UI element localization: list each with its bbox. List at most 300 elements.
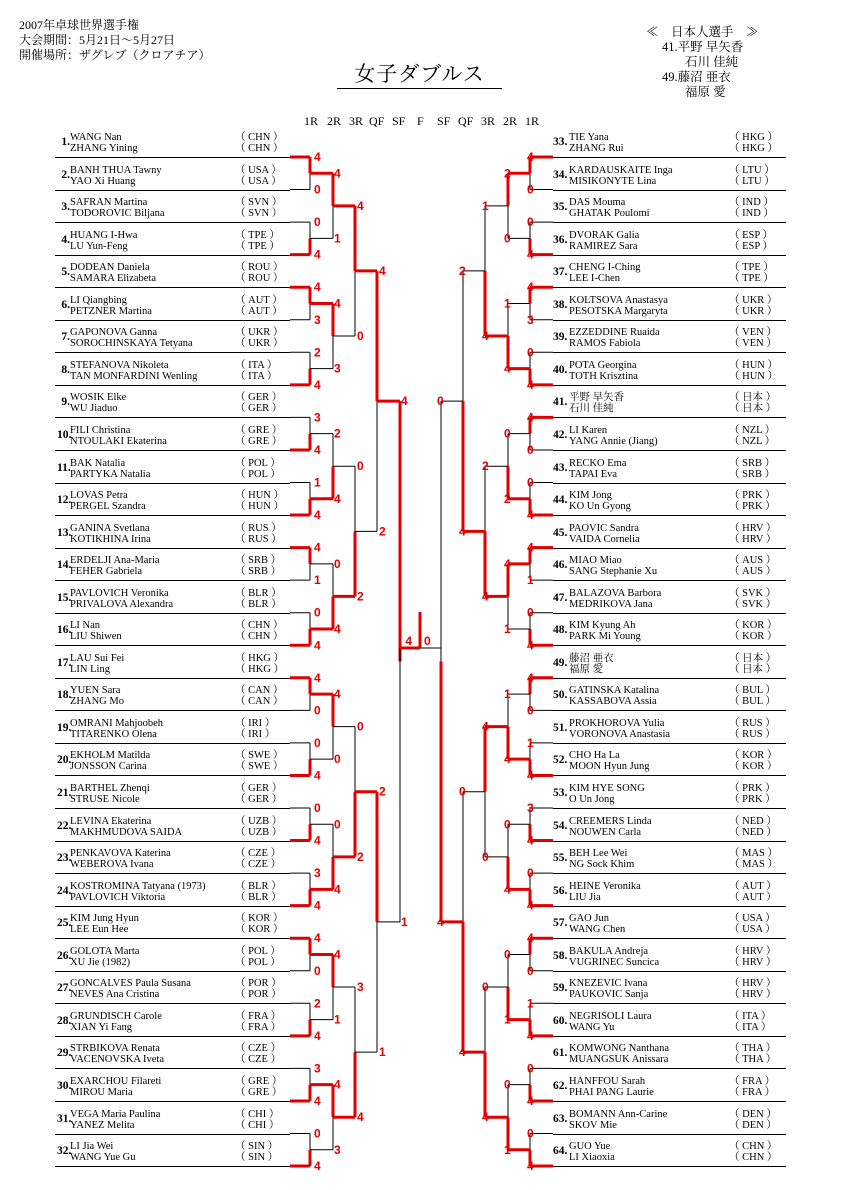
match-score: 1: [401, 914, 408, 929]
player-country: （ IRI ）: [235, 717, 276, 729]
partner-country: （ HUN ）: [235, 501, 284, 513]
partner-name: FEHER Gabriela: [70, 566, 143, 578]
match-score: 2: [357, 849, 364, 864]
seed-number: 61.: [553, 1047, 568, 1060]
player-name: GRUNDISCH Carole: [70, 1010, 162, 1022]
partner-country: （ 日本 ）: [729, 403, 777, 415]
partner-country: （ SRB ）: [235, 566, 282, 578]
match-score: 4: [314, 1093, 321, 1108]
match-score: 0: [527, 215, 534, 230]
player-name: 藤沼 亜衣: [569, 652, 614, 664]
player-name: NEGRISOLI Laura: [569, 1010, 652, 1022]
seed-number: 34.: [553, 168, 568, 181]
player-country: （ CZE ）: [235, 1043, 282, 1055]
match-score: 4: [314, 150, 321, 164]
partner-country: （ AUT ）: [235, 305, 283, 317]
player-country: （ FRA ）: [729, 1075, 776, 1087]
match-score: 4: [334, 947, 341, 962]
player-country: （ HRV ）: [729, 945, 777, 957]
seed-number: 64.: [553, 1145, 568, 1158]
match-score: 0: [357, 719, 364, 734]
match-score: 2: [482, 459, 489, 474]
player-country: （ CHN ）: [235, 132, 284, 143]
seed-number: 26.: [57, 949, 72, 962]
player-name: BOMANN Ann-Carine: [569, 1108, 668, 1120]
player-country: （ CHN ）: [235, 620, 284, 632]
player-country: （ SVN ）: [235, 197, 283, 209]
partner-name: SOROCHINSKAYA Tetyana: [70, 338, 193, 350]
match-score: 0: [357, 459, 364, 474]
partner-name: KO Un Gyong: [569, 501, 631, 513]
seed-number: 3.: [61, 201, 70, 214]
match-score: 1: [314, 475, 321, 490]
seed-number: 16.: [57, 624, 72, 637]
seed-number: 32.: [57, 1145, 72, 1158]
player-country: （ CAN ）: [235, 685, 284, 697]
partner-country: （ KOR ）: [729, 761, 778, 773]
player-country: （ THA ）: [729, 1043, 777, 1055]
match-score: 4: [334, 1077, 341, 1092]
round-label-right-1: QF: [458, 114, 474, 128]
partner-name: LIU Shiwen: [70, 631, 122, 643]
match-score: 4: [527, 508, 534, 523]
player-name: EZZEDDINE Ruaida: [569, 327, 660, 339]
match-score: 0: [504, 1077, 511, 1092]
match-score: 0: [357, 329, 364, 344]
partner-name: ZHANG Yining: [70, 143, 138, 154]
player-name: YUEN Sara: [70, 685, 121, 697]
match-score: 4: [334, 491, 341, 506]
partner-name: LU Yun-Feng: [70, 240, 128, 252]
match-score: 4: [527, 1159, 534, 1174]
match-score: 0: [527, 703, 534, 718]
partner-name: MAKHMUDOVA SAIDA: [70, 826, 183, 838]
tournament-dates: 大会期間：5月21日～5月27日: [19, 33, 176, 47]
japanese-players-title: ≪ 日本人選手 ≫: [646, 25, 759, 39]
seed-number: 63.: [553, 1112, 568, 1125]
player-country: （ HRV ）: [729, 978, 777, 990]
player-name: BALAZOVA Barbora: [569, 587, 662, 599]
round-label-right-3: 2R: [503, 114, 518, 128]
match-score: 1: [504, 296, 511, 311]
partner-country: （ HRV ）: [729, 956, 777, 968]
partner-country: （ BUL ）: [729, 696, 776, 708]
player-country: （ ITA ）: [235, 359, 278, 371]
tournament-title: 2007年卓球世界選手権: [19, 18, 140, 32]
match-score: 4: [314, 931, 321, 946]
partner-country: （ VEN ）: [729, 338, 777, 350]
player-name: BARTHEL Zhenqi: [70, 783, 150, 794]
match-score: 4: [527, 247, 534, 262]
player-name: TIE Yana: [569, 132, 609, 143]
match-score: 4: [527, 638, 534, 653]
player-name: PAOVIC Sandra: [569, 522, 639, 534]
match-score: 4: [527, 931, 534, 946]
partner-country: （ CAN ）: [235, 696, 284, 708]
player-country: （ ROU ）: [235, 262, 284, 274]
player-name: KARDAUSKAITE Inga: [569, 164, 673, 176]
match-score: 4: [314, 442, 321, 457]
partner-country: （ GER ）: [235, 794, 283, 805]
partner-country: （ MAS ）: [729, 859, 779, 871]
player-country: （ POR ）: [235, 978, 282, 990]
tournament-venue: 開催場所：ザグレブ（クロアチア）: [19, 48, 211, 62]
player-name: LI Jia Wei: [70, 1141, 114, 1153]
partner-name: VUGRINEC Suncica: [569, 956, 660, 968]
player-name: OMRANI Mahjoobeh: [70, 717, 164, 729]
match-score: 3: [357, 980, 364, 995]
player-name: RECKO Ema: [569, 457, 627, 469]
player-name: POTA Georgina: [569, 359, 637, 371]
partner-name: PARTYKA Natalia: [70, 468, 151, 480]
player-country: （ TPE ）: [235, 229, 280, 241]
partner-country: （ ITA ）: [235, 370, 278, 382]
match-score: 4: [527, 377, 534, 392]
match-score: 0: [527, 963, 534, 978]
player-name: KIM Kyung Ah: [569, 620, 636, 632]
player-name: MIAO Miao: [569, 555, 622, 567]
match-score: 1: [527, 996, 534, 1011]
player-country: （ AUS ）: [729, 555, 777, 567]
player-country: （ PRK ）: [729, 490, 776, 502]
partner-country: （ USA ）: [235, 175, 282, 187]
partner-name: PRIVALOVA Alexandra: [70, 598, 174, 610]
match-score: 4: [504, 556, 511, 571]
partner-name: NOUWEN Carla: [569, 826, 642, 838]
partner-country: （ IRI ）: [235, 728, 276, 740]
match-score: 4: [334, 882, 341, 897]
partner-country: （ IND ）: [729, 208, 774, 220]
match-score: 4: [357, 198, 364, 213]
partner-country: （ ROU ）: [235, 273, 284, 285]
match-score: 1: [527, 573, 534, 588]
match-score: 4: [482, 329, 489, 344]
player-name: KIM Jong: [569, 490, 612, 502]
partner-name: ZHANG Rui: [569, 143, 624, 154]
partner-country: （ UKR ）: [729, 305, 778, 317]
match-score: 0: [527, 866, 534, 881]
partner-name: MIROU Maria: [70, 1086, 133, 1098]
match-score: 2: [504, 491, 511, 506]
partner-country: （ CHI ）: [235, 1119, 280, 1131]
player-country: （ 日本 ）: [729, 652, 777, 664]
round-label-left-4: SF: [392, 114, 406, 128]
partner-name: GHATAK Poulomi: [569, 208, 650, 220]
player-country: （ RUS ）: [235, 522, 282, 534]
player-country: （ ESP ）: [729, 229, 773, 241]
partner-country: （ HRV ）: [729, 989, 777, 1001]
seed-number: 48.: [553, 624, 568, 637]
seed-number: 24.: [57, 884, 72, 897]
partner-country: （ HKG ）: [235, 663, 284, 675]
seed-number: 55.: [553, 852, 568, 865]
partner-name: PAVLOVICH Viktoria: [70, 891, 166, 903]
partner-name: XU Jie (1982): [70, 956, 131, 968]
player-country: （ KOR ）: [729, 750, 778, 762]
match-score: 0: [504, 231, 511, 246]
match-score: 2: [459, 263, 466, 278]
player-name: HUANG I-Hwa: [70, 229, 138, 241]
partner-country: （ BLR ）: [235, 891, 282, 903]
seed-number: 22.: [57, 819, 72, 832]
match-score: 4: [437, 914, 444, 929]
match-score: 0: [504, 947, 511, 962]
partner-name: TOTH Krisztina: [569, 370, 638, 382]
match-score: 4: [482, 1110, 489, 1125]
seed-number: 43.: [553, 461, 568, 474]
seed-number: 33.: [553, 136, 568, 148]
seed-number: 29.: [57, 1047, 72, 1060]
player-name: EXARCHOU Filareti: [70, 1075, 162, 1087]
match-score: 1: [334, 1012, 341, 1027]
player-name: LI Qiangbing: [70, 294, 127, 306]
seed-number: 42.: [553, 428, 568, 441]
partner-name: YANG Annie (Jiang): [569, 435, 658, 447]
player-name: BAKULA Andreja: [569, 945, 649, 957]
partner-name: STRUSE Nicole: [70, 794, 140, 805]
player-country: （ AUT ）: [729, 880, 777, 892]
player-country: （ NED ）: [729, 815, 777, 827]
player-name: STRBIKOVA Renata: [70, 1043, 160, 1055]
seed-number: 6.: [61, 298, 70, 311]
match-score: 4: [314, 377, 321, 392]
player-name: DVORAK Galia: [569, 229, 640, 241]
seed-number: 9.: [61, 396, 70, 409]
partner-name: MISIKONYTE Lina: [569, 175, 657, 187]
partner-name: WEBEROVA Ivana: [70, 859, 154, 871]
match-score: 4: [527, 1093, 534, 1108]
match-score: 0: [527, 1061, 534, 1076]
match-score: 4: [504, 361, 511, 376]
match-score: 4: [314, 898, 321, 913]
player-name: ERDELJI Ana-Maria: [70, 555, 160, 567]
match-score: 0: [314, 215, 321, 230]
match-score: 1: [504, 1012, 511, 1027]
match-score: 4: [527, 150, 534, 164]
match-score: 4: [314, 508, 321, 523]
seed-number: 10.: [57, 428, 72, 441]
player-country: （ LTU ）: [729, 164, 775, 176]
seed-number: 7.: [61, 331, 70, 344]
player-country: （ GRE ）: [235, 424, 283, 436]
seed-number: 46.: [553, 559, 568, 572]
match-score: 0: [482, 980, 489, 995]
partner-country: （ SIN ）: [235, 1152, 279, 1164]
player-name: GAO Jun: [569, 913, 609, 925]
partner-country: （ ESP ）: [729, 240, 773, 252]
seed-number: 19.: [57, 721, 72, 734]
player-name: EKHOLM Matilda: [70, 750, 151, 762]
player-name: DODEAN Daniela: [70, 262, 150, 274]
seed-number: 8.: [61, 363, 70, 376]
match-score: 3: [314, 312, 321, 327]
match-score: 4: [482, 719, 489, 734]
match-score: 2: [314, 996, 321, 1011]
player-country: （ CZE ）: [235, 848, 282, 860]
partner-name: WANG Yue Gu: [70, 1152, 136, 1164]
player-name: SAFRAN Martina: [70, 197, 148, 209]
match-score: 0: [334, 817, 341, 832]
player-name: FILI Christina: [70, 424, 131, 436]
round-label-right-2: 3R: [481, 114, 496, 128]
round-label-right-0: SF: [437, 114, 451, 128]
match-score: 4: [314, 768, 321, 783]
match-score: 1: [482, 198, 489, 213]
event-title: 女子ダブルス: [337, 58, 502, 89]
partner-name: VAIDA Cornelia: [569, 533, 640, 545]
seed-number: 51.: [553, 721, 568, 734]
player-country: （ BLR ）: [235, 880, 282, 892]
player-country: （ BLR ）: [235, 587, 282, 599]
partner-country: （ HRV ）: [729, 533, 777, 545]
player-name: KOMWONG Nanthana: [569, 1043, 670, 1055]
match-score: 0: [527, 475, 534, 490]
match-score: 0: [527, 182, 534, 197]
match-score: 0: [314, 605, 321, 620]
player-country: （ NZL ）: [729, 424, 776, 436]
match-score: 4: [459, 1045, 466, 1060]
match-score: 0: [527, 605, 534, 620]
player-name: CHENG I-Ching: [569, 262, 641, 274]
partner-country: （ DEN ）: [729, 1119, 777, 1131]
partner-name: SKOV Mie: [569, 1119, 617, 1131]
match-score: 0: [527, 442, 534, 457]
match-score: 0: [527, 345, 534, 360]
seed-number: 31.: [57, 1112, 72, 1125]
partner-country: （ AUT ）: [729, 891, 777, 903]
player-country: （ GRE ）: [235, 1075, 283, 1087]
player-name: KOSTROMINA Tatyana (1973): [70, 880, 206, 892]
partner-name: KASSABOVA Assia: [569, 696, 657, 708]
seed-number: 25.: [57, 917, 72, 930]
player-name: LOVAS Petra: [70, 490, 128, 502]
player-country: （ PRK ）: [729, 783, 776, 794]
player-country: （ FRA ）: [235, 1010, 282, 1022]
seed-number: 14.: [57, 559, 72, 572]
player-country: （ BUL ）: [729, 685, 776, 697]
partner-name: PAUKOVIC Sanja: [569, 989, 649, 1001]
match-score: 2: [314, 345, 321, 360]
partner-country: （ CHN ）: [235, 143, 284, 154]
partner-name: PESOTSKA Margaryta: [569, 305, 668, 317]
round-label-left-1: 2R: [327, 114, 342, 128]
seed-number: 57.: [553, 917, 568, 930]
partner-country: （ NED ）: [729, 826, 777, 838]
partner-name: PETZNER Martina: [70, 305, 152, 317]
match-score: 3: [334, 361, 341, 376]
match-score: 4: [504, 882, 511, 897]
partner-country: （ TPE ）: [729, 273, 774, 285]
seed-number: 5.: [61, 266, 70, 279]
seed-number: 4.: [61, 233, 70, 246]
player-country: （ UZB ）: [235, 815, 283, 827]
player-name: LEVINA Ekaterina: [70, 815, 152, 827]
player-country: （ HKG ）: [235, 652, 284, 664]
match-score: 4: [401, 394, 408, 409]
match-score: 4: [504, 752, 511, 767]
player-name: KIM HYE SONG: [569, 783, 645, 794]
partner-name: SAMARA Elizabeta: [70, 273, 157, 285]
player-country: （ USA ）: [235, 164, 282, 176]
seed-number: 13.: [57, 526, 72, 539]
match-score: 4: [527, 280, 534, 295]
match-score: 4: [334, 687, 341, 702]
player-name: KOLTSOVA Anastasya: [569, 294, 668, 306]
player-name: BAK Natalia: [70, 457, 126, 469]
partner-country: （ HKG ）: [729, 143, 778, 154]
player-country: （ GER ）: [235, 783, 283, 794]
partner-name: 石川 佳純: [569, 403, 614, 415]
player-name: PROKHOROVA Yulia: [569, 717, 665, 729]
seed-number: 40.: [553, 363, 568, 376]
match-score: 0: [314, 182, 321, 197]
player-name: PAVLOVICH Veronika: [70, 587, 169, 599]
player-name: GUO Yue: [569, 1141, 611, 1153]
player-name: BEH Lee Wei: [569, 848, 628, 860]
match-score: 3: [314, 866, 321, 881]
match-score: 3: [314, 410, 321, 425]
partner-country: （ GER ）: [235, 403, 283, 415]
round-label-left-3: QF: [369, 114, 385, 128]
partner-name: SANG Stephanie Xu: [569, 566, 658, 578]
partner-country: （ CZE ）: [235, 859, 282, 871]
partner-country: （ CHN ）: [235, 631, 284, 643]
match-score: 4: [334, 296, 341, 311]
match-score: 4: [314, 540, 321, 555]
player-country: （ 日本 ）: [729, 392, 777, 404]
seed-number: 62.: [553, 1079, 568, 1092]
match-score: 2: [357, 589, 364, 604]
player-country: （ IND ）: [729, 197, 774, 209]
seed-number: 60.: [553, 1014, 568, 1027]
player-country: （ HUN ）: [235, 490, 284, 502]
match-score: 4: [314, 833, 321, 848]
partner-country: （ UKR ）: [235, 338, 284, 350]
partner-country: （ FRA ）: [235, 1021, 282, 1033]
japanese-player-1: 41.平野 早矢香: [662, 40, 744, 54]
japanese-player-4: 福原 愛: [685, 85, 726, 99]
partner-name: LEE Eun Hee: [70, 924, 129, 936]
partner-country: （ HUN ）: [729, 370, 778, 382]
partner-name: LEE I-Chen: [569, 273, 621, 285]
player-country: （ TPE ）: [729, 262, 774, 274]
player-country: （ SWE ）: [235, 750, 284, 762]
player-country: （ MAS ）: [729, 848, 779, 860]
player-name: VEGA Maria Paulina: [70, 1108, 161, 1120]
japanese-player-2: 石川 佳純: [685, 55, 739, 69]
seed-number: 28.: [57, 1014, 72, 1027]
partner-name: VACENOVSKA Iveta: [70, 1054, 165, 1066]
partner-name: MUANGSUK Anissara: [569, 1054, 669, 1066]
match-score: 4: [527, 410, 534, 425]
partner-name: TODOROVIC Biljana: [70, 208, 165, 220]
player-country: （ HRV ）: [729, 522, 777, 534]
player-name: 平野 早矢香: [569, 392, 625, 404]
partner-country: （ GRE ）: [235, 435, 283, 447]
seed-number: 35.: [553, 201, 568, 214]
partner-name: YANEZ Melita: [70, 1119, 135, 1131]
match-score: 0: [334, 556, 341, 571]
match-score: 3: [334, 1142, 341, 1157]
match-score: 0: [314, 735, 321, 750]
seed-number: 11.: [57, 461, 71, 474]
partner-name: O Un Jong: [569, 794, 615, 805]
seed-number: 54.: [553, 819, 568, 832]
partner-country: （ PRK ）: [729, 501, 776, 513]
match-score: 3: [527, 312, 534, 327]
match-score: 4: [459, 524, 466, 539]
player-name: LI Karen: [569, 424, 608, 436]
